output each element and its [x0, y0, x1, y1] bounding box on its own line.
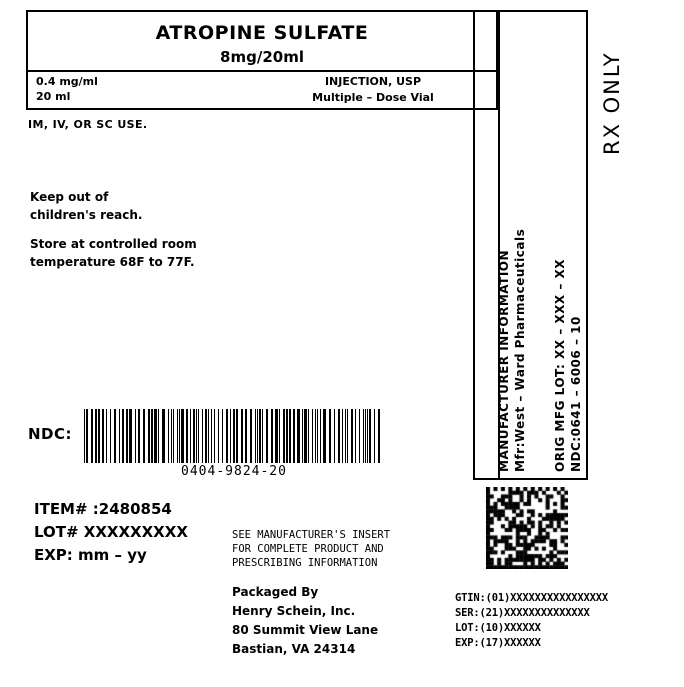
manufacturer-information-box: [473, 10, 588, 480]
ndc-barcode: [84, 409, 384, 463]
manufacturer-name: Mfr:West – Ward Pharmaceuticals: [513, 228, 527, 472]
item-number: ITEM# :2480854: [34, 500, 172, 518]
concentration-value: 0.4 mg/ml: [36, 75, 98, 88]
volume-value: 20 ml: [36, 90, 71, 103]
gs1-exp: EXP:(17)XXXXXX: [455, 637, 541, 649]
gs1-gtin: GTIN:(01)XXXXXXXXXXXXXXXX: [455, 592, 609, 604]
gs1-lot: LOT:(10)XXXXXX: [455, 622, 541, 634]
storage-line-2: temperature 68F to 77F.: [30, 255, 195, 269]
drug-strength: 8mg/20ml: [220, 48, 304, 66]
dosage-form-block: [258, 74, 488, 106]
orig-ndc-number: NDC:0641 – 6006 – 10: [569, 316, 583, 472]
warning-keep-out-of-reach: [30, 188, 142, 224]
gs1-application-identifiers: [455, 591, 608, 651]
packager-line-3: 80 Summit View Lane: [232, 623, 379, 637]
vial-type: Multiple – Dose Vial: [312, 91, 434, 104]
drug-name: ATROPINE SULFATE: [155, 22, 369, 44]
header-divider-rule: [28, 70, 496, 72]
route-of-administration: IM, IV, OR SC USE.: [28, 118, 148, 131]
identifiers-block: [34, 498, 188, 567]
gs1-serial: SER:(21)XXXXXXXXXXXXXX: [455, 607, 590, 619]
packager-line-2: Henry Schein, Inc.: [232, 604, 356, 618]
manufacturer-insert-note: [232, 528, 390, 570]
storage-instructions: [30, 235, 197, 271]
warning-line-1: Keep out of: [30, 190, 109, 204]
label-header-box: [26, 10, 498, 110]
manufacturer-box-title: MANUFACTURER INFORMATION: [497, 249, 511, 472]
expiry-date: EXP: mm – yy: [34, 546, 147, 564]
packager-line-1: Packaged By: [232, 585, 319, 599]
concentration-block: [36, 74, 98, 104]
rx-only-text: RX ONLY: [600, 51, 624, 155]
packager-line-4: Bastian, VA 24314: [232, 642, 356, 656]
ndc-barcode-label: NDC:: [28, 425, 73, 443]
insert-note-line-1: SEE MANUFACTURER'S INSERT: [232, 529, 391, 541]
datamatrix-barcode: [486, 487, 568, 569]
orig-mfg-lot: ORIG MFG LOT: XX – XXX – XX: [553, 259, 567, 472]
warning-line-2: children's reach.: [30, 208, 143, 222]
insert-note-line-2: FOR COMPLETE PRODUCT AND: [232, 543, 384, 555]
lot-number: LOT# XXXXXXXXX: [34, 523, 188, 541]
dosage-form: INJECTION, USP: [324, 75, 422, 88]
storage-line-1: Store at controlled room: [30, 237, 197, 251]
ndc-barcode-number: 0404-9824-20: [181, 464, 287, 479]
insert-note-line-3: PRESCRIBING INFORMATION: [232, 557, 378, 569]
packager-block: [232, 583, 378, 659]
